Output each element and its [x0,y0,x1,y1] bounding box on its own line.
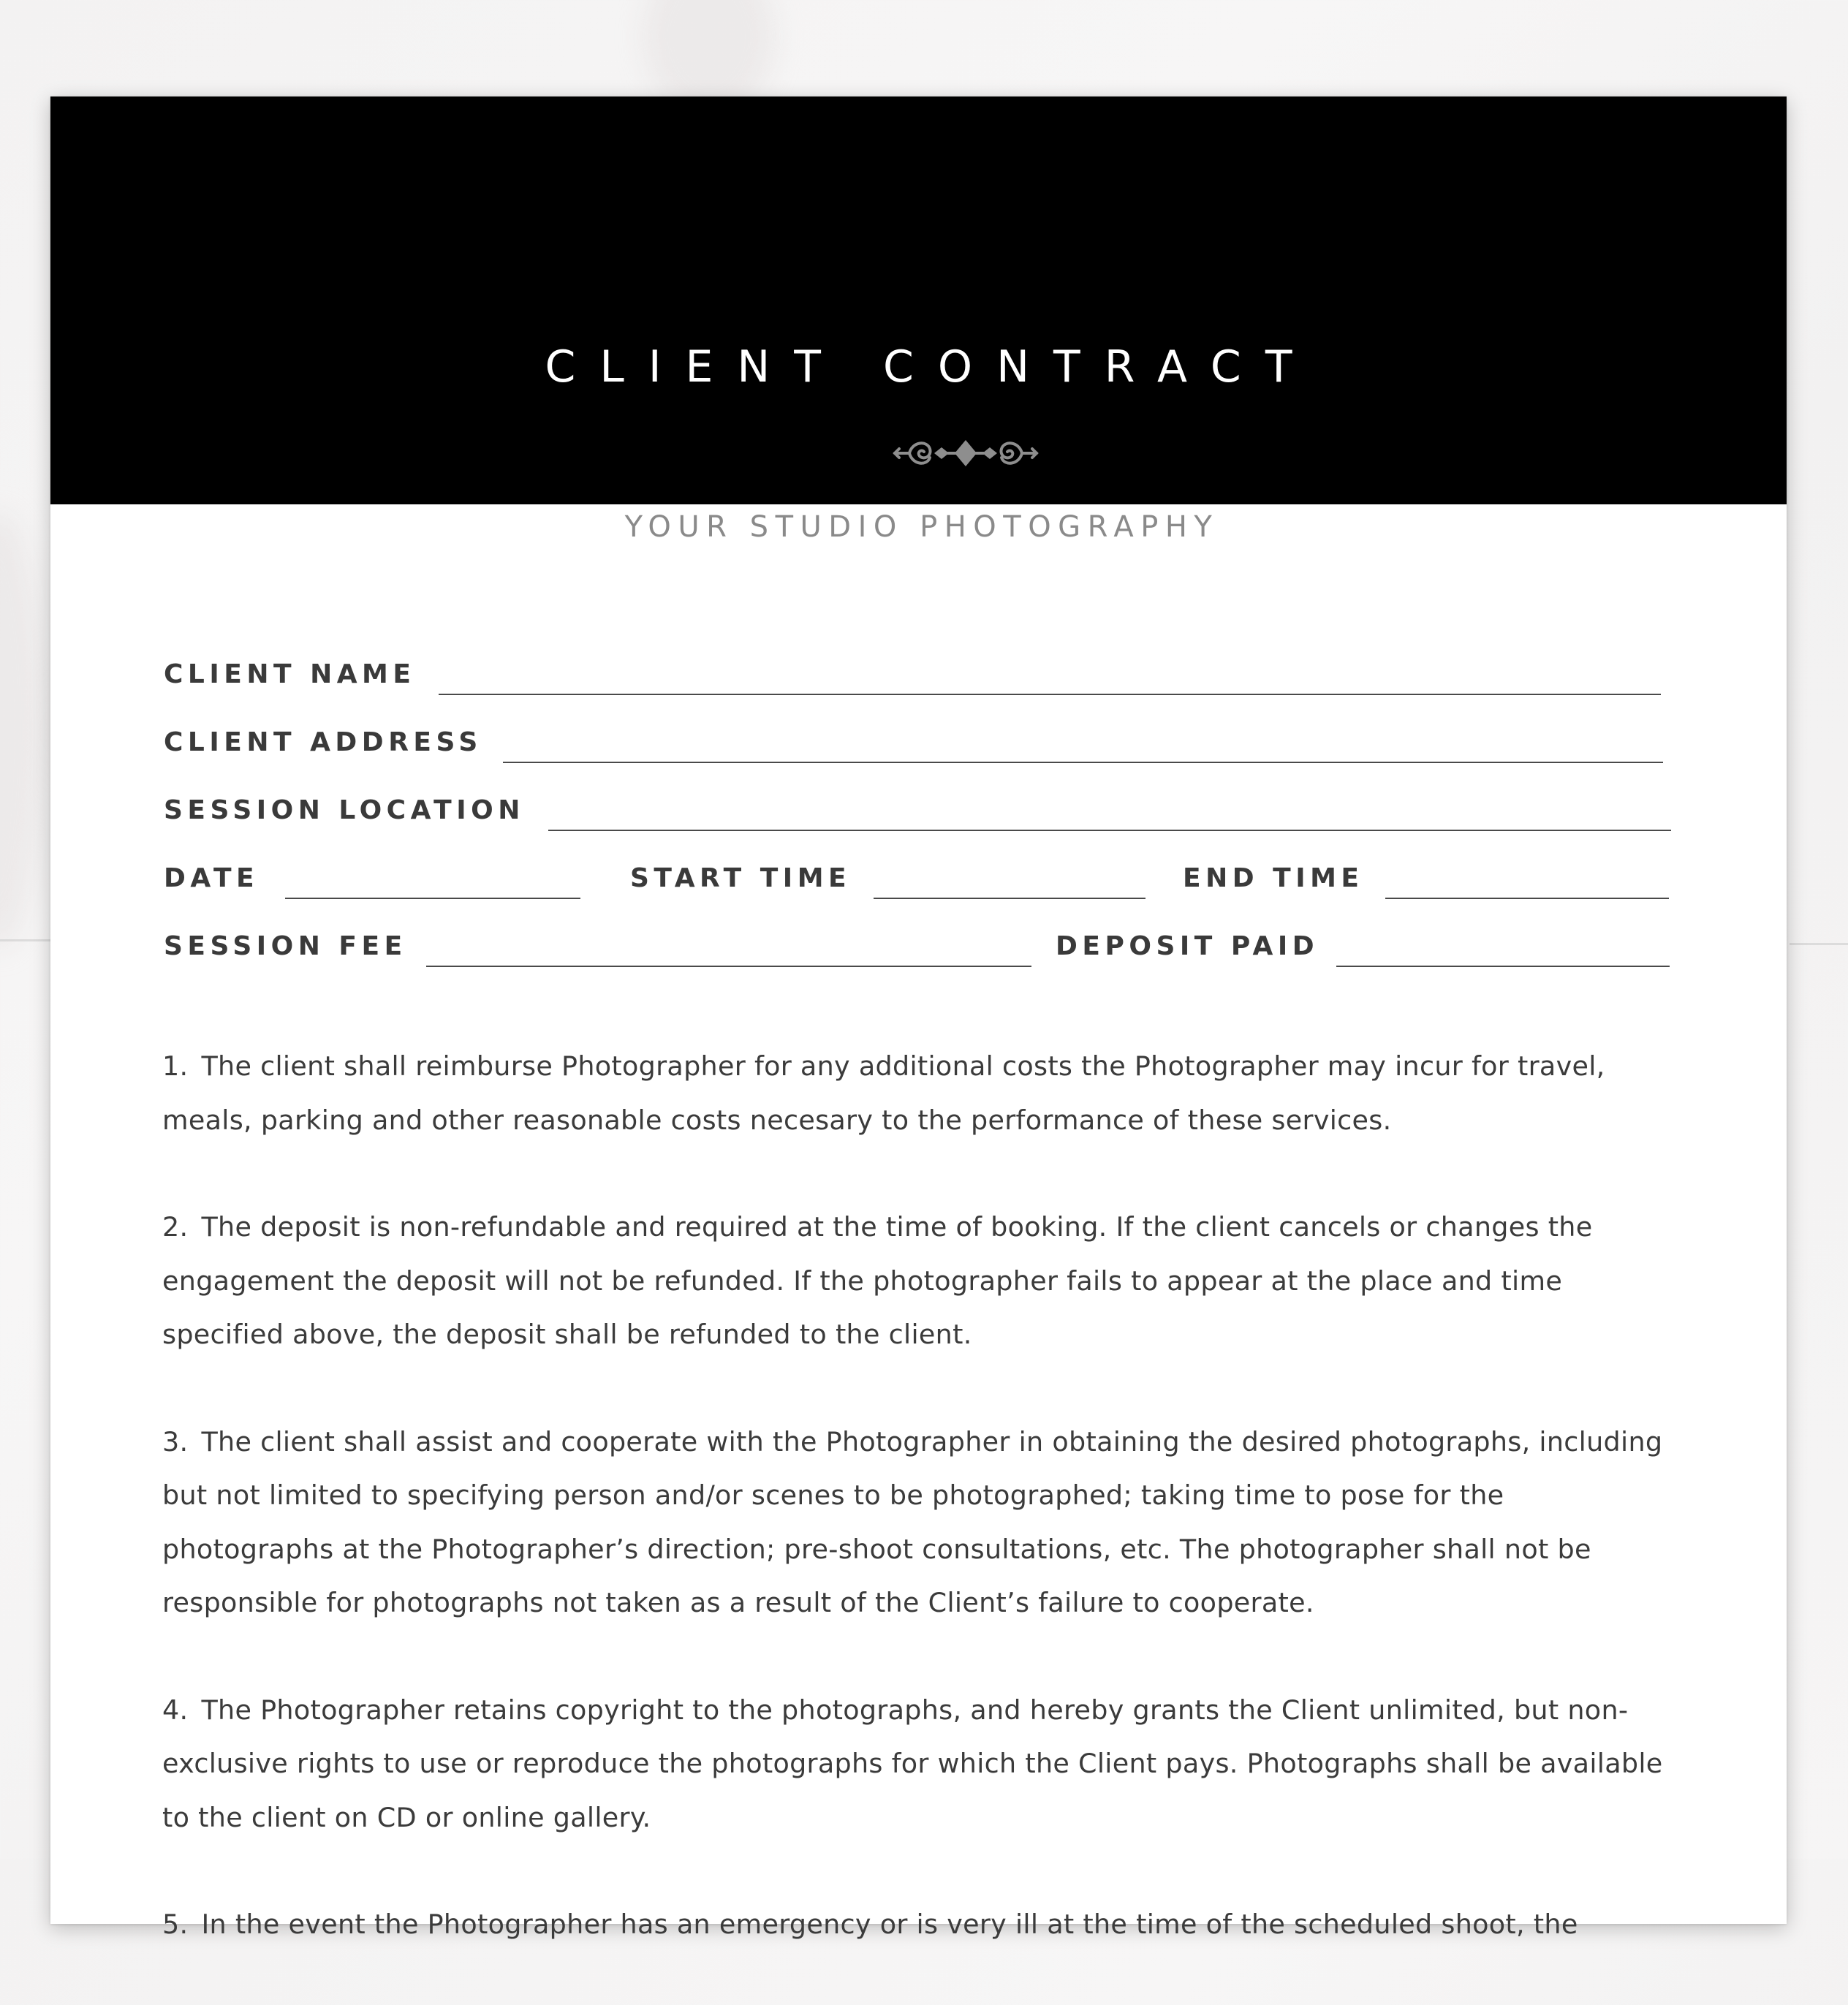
client-name-label: CLIENT NAME [164,659,416,689]
start-time-label: START TIME [630,863,852,893]
clause-text: The Photographer retains copyright to the photographs, and hereby grants the Client unlimited, but non-exclusive rights to use or reproduce the photographs for which the Client pays. Photographs shall be available to the client on CD or online gallery. [162,1694,1663,1833]
deposit-paid-line[interactable] [1336,966,1670,967]
session-fee-field[interactable] [164,933,1085,977]
clause-number: 3. [162,1425,189,1458]
clause-number: 5. [162,1909,189,1940]
client-name-row [164,659,1670,705]
background-marble-streak [0,512,44,950]
clause-number: 1. [162,1050,189,1082]
fee-row [164,933,1670,977]
client-address-row [164,729,1670,773]
session-fee-line[interactable] [426,966,1031,967]
client-name-field[interactable] [164,659,1670,705]
client-address-field[interactable] [164,729,1670,773]
clause-text: The client shall assist and cooperate with the Photographer in obtaining the desired photographs, including but not limited to specifying person and/or scenes to be photographed; taking time to pose for the photographs at the Photographer’s direction; pre-shoot consultations, etc. The photographer shall not be responsible for photographs not taken as a result of the Client’s failure to cooperate. [162,1425,1663,1618]
flourish-ornament-icon [889,431,1042,475]
clause-number: 4. [162,1694,189,1726]
date-label: DATE [164,863,260,893]
clause-4 [162,1683,1683,1845]
session-location-row [164,797,1670,841]
session-location-field[interactable] [164,797,1670,841]
session-fee-label: SESSION FEE [164,931,407,961]
session-location-label: SESSION LOCATION [164,795,525,825]
deposit-paid-field[interactable] [1056,933,1673,977]
contract-sheet [50,96,1787,1940]
end-time-label: END TIME [1183,863,1364,893]
contract-clauses [162,1039,1683,2005]
date-time-row [164,865,1670,909]
page-title: CLIENT CONTRACT [545,341,1317,393]
contract-header [50,96,1787,544]
client-name-line[interactable] [439,694,1661,695]
clause-text: In the event the Photographer has an emergency or is very ill at the time of the scheduled shoot, the [201,1909,1578,1940]
date-field[interactable] [164,865,632,909]
clause-2 [162,1200,1683,1362]
clause-1 [162,1039,1683,1147]
start-time-line[interactable] [874,898,1145,899]
client-address-label: CLIENT ADDRESS [164,727,482,757]
deposit-paid-label: DEPOSIT PAID [1056,931,1319,961]
clause-5 [162,1898,1683,1952]
background-seam [1790,943,1848,945]
start-time-field[interactable] [630,865,1171,909]
clause-text: The client shall reimburse Photographer for any additional costs the Photographer may incur for travel, meals, parking and other reasonable costs necesary to the performance of these services. [162,1050,1605,1136]
date-line[interactable] [285,898,580,899]
end-time-field[interactable] [1183,865,1673,909]
clause-number: 2. [162,1211,189,1243]
studio-name: YOUR STUDIO PHOTOGRAPHY [624,510,1219,544]
client-address-line[interactable] [503,762,1663,763]
session-location-line[interactable] [548,830,1671,831]
end-time-line[interactable] [1385,898,1669,899]
clause-text: The deposit is non-refundable and required at the time of booking. If the client cancels or changes the engagement the deposit will not be refunded. If the photographer fails to appear at the place and time specified above, the deposit shall be refunded to the client. [162,1211,1593,1350]
clause-3 [162,1415,1683,1630]
background-seam [0,939,51,941]
